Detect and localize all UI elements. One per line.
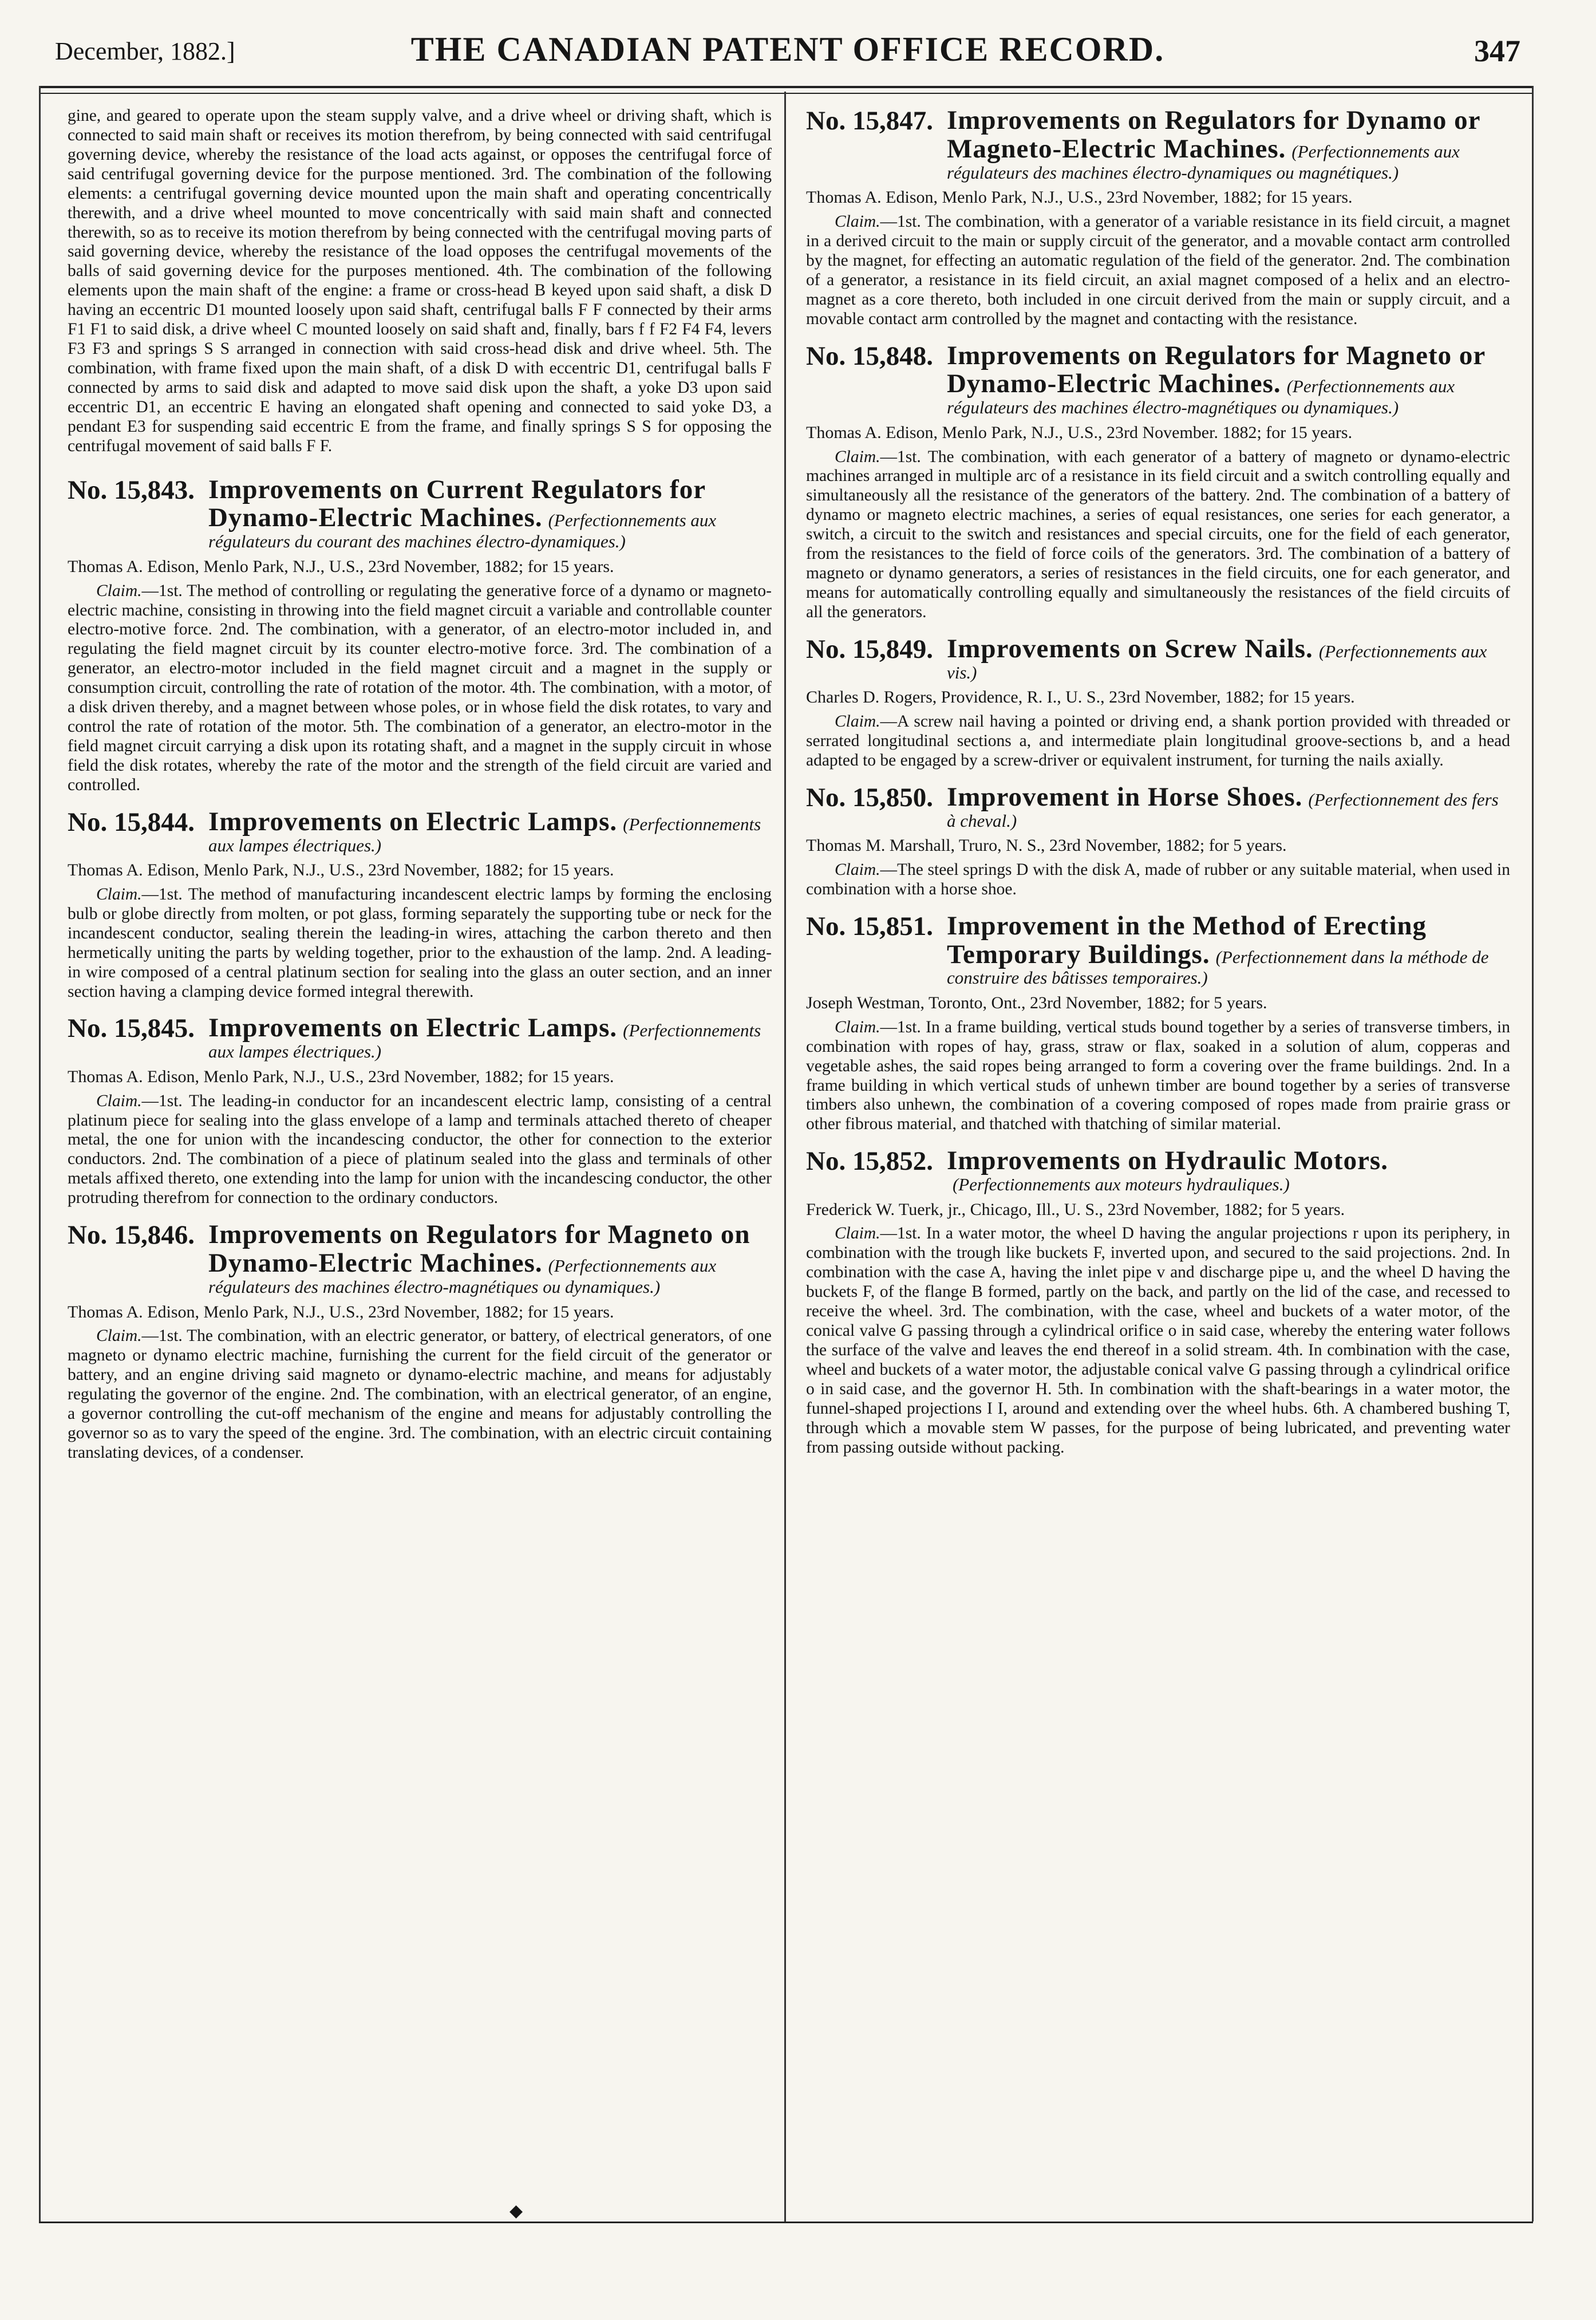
patent-claim <box>68 582 772 795</box>
claim-label: Claim. <box>835 212 880 231</box>
patent-french-title: (Perfectionnements aux régulateurs des machines électro-dynamiques ou magnétiques.) <box>946 141 1460 183</box>
patent-french-title: (Perfectionnements aux lampes électriques.) <box>208 814 761 855</box>
patent-title: Improvements on Electric Lamps. <box>208 1013 618 1043</box>
claim-text: —1st. In a frame building, vertical studs bound together by a series of transverse timbers, in combination with ropes of hay, grass, straw or flax, soaked in a solution of alum, copperas and vegetable ashes, the said ropes being arranged to form a covering over the frame buildings. 2nd. In a frame building in which vertical studs of unhewn timber are bound together by a series of transverse timbers also unhewn, the combination of a covering composed of ropes made from prairie grass or other fibrous material, and thatched with thatching of similar material. <box>806 1017 1510 1134</box>
patent-number: No. 15,849. <box>806 634 933 664</box>
patent-french-title: (Perfectionnements aux régulateurs du courant des machines électro-dynamiques.) <box>208 510 717 552</box>
claim-text: —1st. The combination, with an electric generator, or battery, of electrical generators, of one magneto or dynamo electric machine, furnishing the current for the field circuit of the generator or battery, and an engine driving said magneto or dynamo-electric machine, and means for adjustably regulating the governor of the engine. 2nd. The combination, with an electrical generator, of an engine, a governor controlling the cut-off mechanism of the engine and means for adjustably controlling the governor so as to vary the speed of the engine. 3rd. The combination, with an electric circuit containing translating devices, of a condenser. <box>68 1327 772 1462</box>
patent-inventor: Joseph Westman, Toronto, Ont., 23rd November, 1882; for 5 years. <box>806 993 1267 1013</box>
patent-title: Improvements on Regulators for Dynamo or Magneto-Electric Machines. <box>946 106 1480 164</box>
patent-heading-text <box>208 808 772 855</box>
patent-heading-text <box>947 106 1510 182</box>
patent-heading <box>806 635 1510 682</box>
patent-inventor: Thomas A. Edison, Menlo Park, N.J., U.S., 23rd November, 1882; for 15 years. <box>68 1067 614 1087</box>
claim-text: —1st. The leading-in conductor for an incandescent electric lamp, consisting of a central platinum piece for sealing into the glass envelope of a lamp and terminals attached thereto of cheaper metal, the one for union with the incandescing conductor, the other for connection to the exterior conductors. 2nd. The combination of a piece of platinum sealed into the glass and terminals of other metals affixed thereto, one extending into the lamp for union with the incandescing conductor, the other protruding therefrom for connection to the ordinary conductors. <box>68 1091 772 1208</box>
patent-number: No. 15,844. <box>68 807 195 837</box>
patent-claim <box>68 1092 772 1209</box>
patent-entry <box>68 1221 772 1462</box>
patent-entry <box>806 783 1510 899</box>
patent-title: Improvements on Electric Lamps. <box>208 806 618 837</box>
patent-heading-text <box>947 783 1510 831</box>
patent-entry <box>806 635 1510 771</box>
patent-heading <box>806 342 1510 417</box>
patent-claim <box>806 1018 1510 1135</box>
right-patent-list <box>806 106 1510 1458</box>
patent-number: No. 15,850. <box>806 782 933 812</box>
claim-text: —A screw nail having a pointed or driving end, a shank portion provided with threaded or serrated longitudinal sections a, and intermediate plain longitudinal groove-sections b, and a head adapted to be engaged by a screw-driver or equivalent instrument, for turning the nails axially. <box>806 712 1510 770</box>
patent-number: No. 15,843. <box>68 475 195 505</box>
patent-entry <box>806 342 1510 622</box>
patent-entry <box>806 1147 1510 1457</box>
claim-label: Claim. <box>96 885 142 903</box>
patent-claim <box>806 712 1510 771</box>
top-rule-thin <box>39 93 1533 94</box>
patent-inventor: Thomas A. Edison, Menlo Park, N.J., U.S., 23rd November. 1882; for 15 years. <box>806 423 1353 442</box>
left-column <box>68 106 772 2219</box>
patent-french-title: (Perfectionnements aux régulateurs des machines électro-magnétiques ou dynamiques.) <box>208 1255 717 1297</box>
column-divider <box>784 92 786 2222</box>
patent-french-title: (Perfectionnements aux moteurs hydrauliques.) <box>952 1174 1290 1195</box>
publication-title: THE CANADIAN PATENT OFFICE RECORD. <box>410 30 1165 68</box>
top-rule <box>39 86 1533 88</box>
patent-heading-text <box>208 1014 772 1062</box>
patent-number: No. 15,845. <box>68 1013 195 1044</box>
claim-label: Claim. <box>835 712 880 731</box>
patent-number: No. 15,847. <box>806 106 933 136</box>
patent-heading-text <box>947 1147 1510 1194</box>
claim-label: Claim. <box>96 1327 142 1346</box>
claim-text: —The steel springs D with the disk A, made of rubber or any suitable material, when used in combination with a horse shoe. <box>806 860 1510 898</box>
claim-label: Claim. <box>835 447 880 466</box>
claim-text: —1st. The combination, with a generator of a variable resistance in its field circuit, a magnet in a derived circuit to the main or supply circuit of the generator, and a movable contact arm controlled by the magnet, for effecting an automatic regulation of the field of the generator. 2nd. The combination of a generator, a resistance in its field circuit, an axial magnet composed of a helix and an electro-magnet as a core thereto, both included in one circuit derived from the main or supply circuit, and a movable contact arm controlled by the magnet and contacting with the resistance. <box>806 212 1510 328</box>
patent-claim <box>806 861 1510 899</box>
patent-claim <box>68 1327 772 1462</box>
patent-number: No. 15,852. <box>806 1146 933 1177</box>
continued-claim-text: gine, and geared to operate upon the steam supply valve, and a drive wheel or driving shaft, which is connected to said main shaft or receives its motion therefrom, by being connected with said centrifugal governing device, whereby the resistance of the load acts against, or opposes the centrifugal force of said centrifugal governing device for the purpose mentioned. 3rd. The combination of the following elements: a centrifugal governing device mounted upon the main shaft and operating concentrically therewith, and a drive wheel mounted to move concentrically with said main shaft and connected therewith, so as to receive its motion therefrom by being connected with the centrifugal moving parts of said governing device, whereby the resistance of the load opposes the centrifugal movements of the balls of said governing device for the purposes mentioned. 4th. The combination of the following elements upon the main shaft of the engine: a frame or cross-head B keyed upon said shaft, a disk D having an eccentric D1 mounted loosely upon said shaft, centrifugal balls F F connected by their arms F1 F1 to said disk, a drive wheel C mounted loosely on said shaft and, finally, bars f f F2 F4 F4, levers F3 F3 and springs S S arranged in connection with said cross-head disk and drive wheel. 5th. The combination, with frame fixed upon the main shaft, of a disk D with eccentric D1, centrifugal balls F connected by arms to said disk and adapted to move said disk upon the shaft, a yoke D3 upon said eccentric D1, an eccentric E having an elongated shaft opening and connected to said yoke D3, a pendant E3 for suspending said eccentric E from the frame, and finally springs S S for opposing the centrifugal movement of said balls F F. <box>68 106 772 455</box>
patent-entry <box>806 106 1510 329</box>
patent-title: Improvements on Screw Nails. <box>946 633 1313 664</box>
patent-french-title: (Perfectionnements aux vis.) <box>946 641 1487 682</box>
patent-number: No. 15,851. <box>806 911 933 941</box>
patent-heading <box>806 783 1510 831</box>
issue-date: December, 1882.] <box>55 37 235 65</box>
patent-heading-text <box>947 342 1510 417</box>
patent-inventor: Thomas A. Edison, Menlo Park, N.J., U.S., 23rd November, 1882; for 15 years. <box>806 188 1353 207</box>
patent-heading <box>68 476 772 551</box>
patent-french-title: (Perfectionnements aux lampes électriques.) <box>208 1020 761 1062</box>
bottom-rule <box>39 2222 1533 2223</box>
patent-claim <box>806 1224 1510 1457</box>
claim-text: —1st. In a water motor, the wheel D having the angular projections r upon its periphery, in combination with the trough like buckets F, inverted upon, and secured to the said projections. 2nd. In combination with the case A, having the inlet pipe v and discharge pipe u, and the wheel D having the buckets F, of the flange B formed, partly on the back, and partly on the lid of the case, and recessed to receive the wheel. 3rd. The combination, with the case, wheel and buckets of a water motor, of the conical valve G passing through a cylindrical orifice o in said case, whereby the entering water follows the surface of the valve and leaves the end thereof in a solid stream. 4th. In combination with the case, wheel and buckets of a water motor, the adjustable conical valve G passing through a cylindrical orifice o in said case, and the governor H. 5th. In combination with the shaft-bearings in a water motor, the funnel-shaped projections I I, around and extending over the wheel hubs. 6th. A chambered bushing T, through which a movable stem W passes, for the purpose of being lubricated, and preventing water from passing outside without packing. <box>806 1224 1510 1457</box>
patent-inventor: Charles D. Rogers, Providence, R. I., U. S., 23rd November, 1882; for 15 years. <box>806 688 1355 707</box>
patent-french-title: (Perfectionnement dans la méthode de construire des bâtisses temporaires.) <box>946 946 1489 988</box>
patent-french-title: (Perfectionnements aux régulateurs des machines électro-magnétiques ou dynamiques.) <box>946 376 1455 418</box>
page-header <box>55 19 1520 77</box>
patent-entry <box>68 808 772 1002</box>
patent-inventor: Frederick W. Tuerk, jr., Chicago, Ill., U. S., 23rd November, 1882; for 5 years. <box>806 1200 1345 1219</box>
patent-claim <box>68 885 772 1002</box>
claim-label: Claim. <box>835 860 880 879</box>
claim-label: Claim. <box>96 581 142 600</box>
patent-heading <box>68 1014 772 1062</box>
claim-text: —1st. The method of manufacturing incandescent electric lamps by forming the enclosing bulb or globe directly from molten, or pot glass, forming separately the supporting tube or neck for the incandescent conductor, sealing therein the leading-in wires, attaching the carbon thereto and then hermetically uniting the parts by welding together, prior to the exhaustion of the lamp. 2nd. A leading-in wire composed of a central platinum section for sealing into the glass an outer section, and an inner section having a clamping device formed integral therewith. <box>68 885 772 1001</box>
footer-mark: ◆ <box>509 2201 523 2220</box>
patent-number: No. 15,846. <box>68 1220 195 1250</box>
patent-title: Improvement in Horse Shoes. <box>946 782 1303 812</box>
patent-heading-text <box>208 1221 772 1296</box>
patent-title: Improvements on Regulators for Magneto or Dynamo-Electric Machines. <box>946 340 1486 399</box>
patent-number: No. 15,848. <box>806 341 933 371</box>
patent-heading-text <box>208 476 772 551</box>
patent-title: Improvements on Regulators for Magneto on Dynamo-Electric Machines. <box>208 1220 750 1278</box>
patent-title: Improvements on Hydraulic Motors. <box>946 1146 1388 1176</box>
right-column <box>806 106 1510 2219</box>
patent-heading <box>68 808 772 855</box>
patent-heading <box>806 106 1510 182</box>
patent-title: Improvement in the Method of Erecting Temporary Buildings. <box>946 910 1427 969</box>
patent-heading <box>806 912 1510 988</box>
patent-heading-text <box>947 635 1510 682</box>
claim-label: Claim. <box>96 1091 142 1110</box>
patent-title: Improvements on Current Regulators for Dynamo-Electric Machines. <box>208 474 706 533</box>
patent-inventor: Thomas A. Edison, Menlo Park, N.J., U.S., 23rd November, 1882; for 15 years. <box>68 861 614 880</box>
page-number: 347 <box>1474 34 1520 68</box>
claim-label: Claim. <box>835 1017 880 1036</box>
frame-left-rule <box>39 86 41 2222</box>
left-patent-list <box>68 476 772 1463</box>
patent-french-title: (Perfectionnement des fers à cheval.) <box>946 789 1499 831</box>
patent-entry <box>68 1014 772 1208</box>
patent-entry <box>806 912 1510 1135</box>
frame-right-rule <box>1532 86 1534 2222</box>
patent-inventor: Thomas M. Marshall, Truro, N. S., 23rd November, 1882; for 5 years. <box>806 836 1287 855</box>
claim-text: —1st. The method of controlling or regulating the generative force of a dynamo or magneto-electric machine, consisting in throwing into the field magnet circuit a variable and controllable counter electro-motive force. 2nd. The combination, with a generator, of an electro-motor included in, and regulating the field magnet circuit by its counter electro-motive force. 3rd. The combination of a generator, an electro-motor included in the field magnet circuit and a magnet in the supply or consumption circuit, controlling the rate of rotation of the motor. 4th. The combination, with a motor, of a disk driven thereby, and a magnet between whose poles, or in whose field the disk rotates, to vary and control the rate of rotation of the motor. 5th. The combination of a generator, an electro-motor in the field magnet circuit carrying a disk upon its rotating shaft, and a magnet in the supply circuit in whose field the disk rotates, whereby the rate of the motor and the strength of the field circuit are varied and controlled. <box>68 581 772 794</box>
claim-label: Claim. <box>835 1224 880 1243</box>
claim-text: —1st. The combination, with each generator of a battery of magneto or dynamo-electric machines arranged in multiple arc of a resistance in its field circuit and a switch controlling equally and simultaneously all the resistance of the generators of the battery. 2nd. The combination of a battery of dynamo or magneto electric machines, a series of equal resistances, one series for each generator, a switch, a circuit to the switch and resistances and special circuits, one for the field of each generator, from the resistances to the field of force coils of the generators. 3rd. The combination of a battery of magneto or dynamo generators, a series of resistances in the field circuits, one for each generator, and means for automatically controlling equally and simultaneously the resistances of the field circuits of all the generators. <box>806 447 1510 621</box>
patent-claim <box>806 448 1510 622</box>
patent-claim <box>806 212 1510 329</box>
patent-inventor: Thomas A. Edison, Menlo Park, N.J., U.S., 23rd November, 1882; for 15 years. <box>68 557 614 577</box>
patent-heading <box>68 1221 772 1296</box>
patent-heading-text <box>947 912 1510 988</box>
patent-entry <box>68 476 772 795</box>
patent-inventor: Thomas A. Edison, Menlo Park, N.J., U.S., 23rd November, 1882; for 15 years. <box>68 1302 614 1321</box>
patent-heading <box>806 1147 1510 1194</box>
